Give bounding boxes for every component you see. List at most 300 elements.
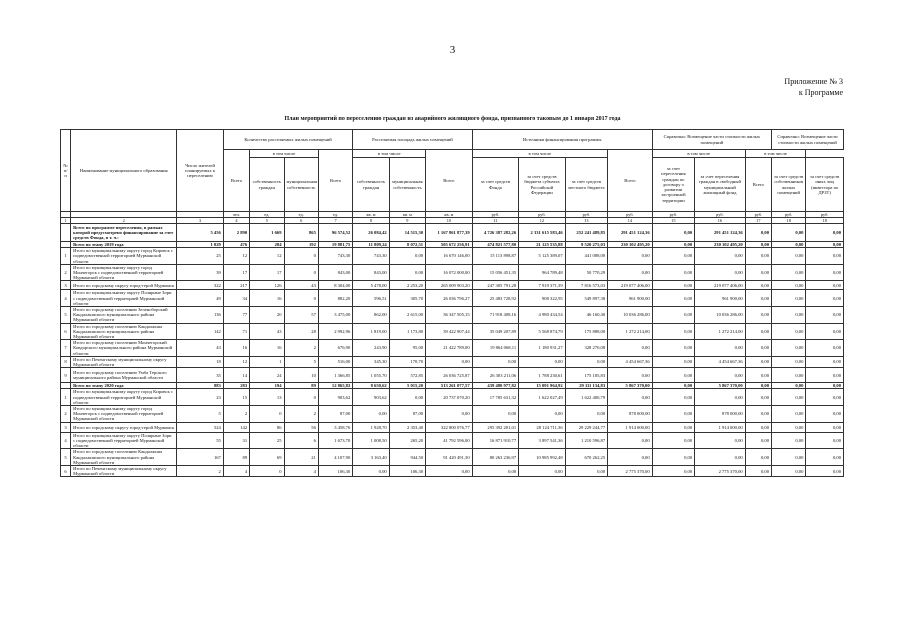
unit-cell: руб.	[695, 212, 746, 218]
row-value: 243,90	[353, 340, 389, 357]
column-number-cell: 15	[652, 218, 694, 224]
row-value: 743,30	[318, 248, 352, 265]
row-value: 89	[284, 383, 318, 389]
row-value: 1 788 230,61	[519, 368, 566, 383]
row-value: 0,00	[652, 389, 694, 406]
row-value: 142	[177, 323, 224, 340]
header-reference-budget: Справочно: Возмещение части стоимости жилых помещений	[652, 130, 771, 150]
row-value: 0,00	[806, 422, 844, 432]
unit-cell: кв. м	[389, 212, 425, 218]
row-value: 903,62	[318, 389, 352, 406]
row-value: 28 124 711,36	[519, 422, 566, 432]
row-index: 9	[61, 368, 71, 383]
row-value: 7 919 371,39	[519, 281, 566, 290]
row-value: 4	[284, 465, 318, 476]
row-value: 25	[250, 432, 284, 449]
row-municipality: Итого по муниципальному округу город Мончегорск с подведомственной территорией Мурманской области	[71, 264, 177, 281]
header-ref-including: в том числе	[652, 150, 745, 158]
row-value: 217	[223, 281, 249, 290]
row-value: 10 036 286,00	[608, 307, 653, 324]
column-number-cell: 5	[250, 218, 284, 224]
row-value: 8 072,51	[389, 242, 425, 248]
row-index: 4	[61, 290, 71, 307]
row-value: 0,00	[608, 389, 653, 406]
row-value: 2	[177, 465, 224, 476]
column-number-cell: 16	[695, 218, 746, 224]
row-value: 2	[284, 406, 318, 423]
table-row	[61, 290, 844, 307]
row-value: 0,00	[695, 432, 746, 449]
row-value: 230 102 495,20	[695, 242, 746, 248]
row-value: 20 737 070,20	[426, 389, 473, 406]
row-value: 2 775 370,00	[695, 465, 746, 476]
row-value: 35	[177, 368, 224, 383]
row-value: 0,00	[695, 368, 746, 383]
row-value: 175 888,00	[565, 323, 607, 340]
table-row	[61, 307, 844, 324]
row-value: 29 229 244,77	[565, 422, 607, 432]
row-value: 56	[284, 422, 318, 432]
table-row	[61, 323, 844, 340]
row-value: 0,00	[806, 356, 844, 367]
row-value: 142	[223, 422, 249, 432]
row-value: 1 029	[177, 242, 224, 248]
header-ref-citizens: за счет средств собственников жилых помещений	[772, 158, 806, 212]
row-value: 4 454 667,36	[695, 356, 746, 367]
row-value: 1 272 214,00	[608, 323, 653, 340]
row-value: 43	[250, 323, 284, 340]
row-value: 0,00	[519, 356, 566, 367]
row-value: 0,00	[389, 264, 425, 281]
row-value: 43	[177, 340, 224, 357]
column-number-cell: 2	[71, 218, 177, 224]
header-premises-area: Расселяемая площадь жилых помещений	[353, 130, 472, 150]
row-value: 0,00	[772, 432, 806, 449]
row-value: 12	[223, 356, 249, 367]
column-number-cell: 9	[389, 218, 425, 224]
row-value: 71	[223, 323, 249, 340]
header-count-municipal: муниципальная собственность	[284, 158, 318, 212]
row-value: 0,00	[745, 248, 771, 265]
row-value: 96 574,52	[318, 224, 352, 242]
table-row	[61, 449, 844, 466]
column-number-cell: 8	[353, 218, 389, 224]
row-value: 39	[177, 264, 224, 281]
row-value: 0,00	[695, 449, 746, 466]
row-value: 46 160,40	[565, 307, 607, 324]
row-value: 0,00	[772, 264, 806, 281]
row-value: 0	[284, 389, 318, 406]
unit-cell: руб.	[472, 212, 519, 218]
row-municipality: Итого по городскому поселению Умба Терского муниципального района Мурманской области	[71, 368, 177, 383]
row-value: 17	[223, 264, 249, 281]
row-value: 23	[177, 389, 224, 406]
row-value: 596,51	[353, 290, 389, 307]
row-value: 882,20	[318, 290, 352, 307]
row-value: 283	[223, 383, 249, 389]
row-value: 4 107,90	[318, 449, 352, 466]
row-index: 1	[61, 248, 71, 265]
row-value: 10	[284, 368, 318, 383]
row-value: 3 163,40	[353, 449, 389, 466]
unit-cell: кв. м	[426, 212, 473, 218]
row-value: 0,00	[695, 264, 746, 281]
row-value: 0,00	[806, 383, 844, 389]
table-row	[61, 356, 844, 367]
row-value: 439 480 977,82	[472, 383, 519, 389]
row-value: 474 821 577,80	[472, 242, 519, 248]
row-value: 49	[177, 290, 224, 307]
row-value: 0,00	[652, 242, 694, 248]
row-value: 219 077 406,00	[608, 281, 653, 290]
header-reference-extra: Справочно: Возмещение части стоимости жилых помещений	[772, 130, 844, 150]
header-count-citizens: собственность граждан	[250, 158, 284, 212]
row-value: 0,00	[745, 389, 771, 406]
row-value: 80 263 236,97	[472, 449, 519, 466]
table-row	[61, 406, 844, 423]
column-number-cell: 4	[223, 218, 249, 224]
row-value: 0,00	[772, 389, 806, 406]
row-value: 0,00	[353, 406, 389, 423]
row-value: 0,00	[695, 248, 746, 265]
unit-cell: кв. м	[353, 212, 389, 218]
row-value: 903,62	[353, 389, 389, 406]
row-value: 0,00	[806, 323, 844, 340]
row-value: 55	[177, 432, 224, 449]
row-value: 0,00	[472, 406, 519, 423]
row-value: 676,90	[318, 340, 352, 357]
row-value: 1 272 214,00	[695, 323, 746, 340]
row-value: 2	[223, 406, 249, 423]
row-value: 0,00	[652, 383, 694, 389]
row-value: 2 775 370,00	[608, 465, 653, 476]
row-municipality: Итого по городскому поселению Зеленоборский Кандалакшского муниципального района Мурманской области	[71, 307, 177, 324]
row-municipality: Всего по этапу 2019 года	[71, 242, 177, 248]
row-index	[61, 224, 71, 242]
row-index: 1	[61, 389, 71, 406]
row-value: 305,70	[389, 290, 425, 307]
row-value: 284	[250, 242, 284, 248]
row-value: 17	[250, 264, 284, 281]
table-total-row	[61, 224, 844, 242]
row-value: 170,70	[389, 356, 425, 367]
row-value: 87,00	[318, 406, 352, 423]
row-value: 1	[250, 356, 284, 367]
row-value: 505 672 256,91	[426, 242, 473, 248]
header-fin-including: в том числе	[472, 150, 608, 158]
header-ref2-including: в том числе	[745, 150, 806, 158]
row-value: 87,00	[389, 406, 425, 423]
row-value: 1 055,70	[353, 368, 389, 383]
column-number-cell: 18	[772, 218, 806, 224]
row-value: 41 792 596,00	[426, 432, 473, 449]
row-value: 5	[284, 356, 318, 367]
table-row	[61, 248, 844, 265]
row-value: 0,00	[652, 323, 694, 340]
row-value: 0,00	[772, 242, 806, 248]
row-value: 17 785 631,32	[472, 389, 519, 406]
unit-cell: руб.	[652, 212, 694, 218]
row-value: 15 091 964,92	[519, 383, 566, 389]
row-value: 549 897,38	[565, 290, 607, 307]
row-value: 16 670 146,00	[426, 248, 473, 265]
row-value: 0,00	[608, 340, 653, 357]
row-value: 16	[250, 340, 284, 357]
row-value: 57	[284, 307, 318, 324]
row-value: 4	[223, 465, 249, 476]
column-number-cell: 13	[565, 218, 607, 224]
row-index: 2	[61, 264, 71, 281]
row-value: 31	[223, 432, 249, 449]
row-value: 175 185,83	[565, 368, 607, 383]
row-value: 908 322,95	[519, 290, 566, 307]
header-no: № п/п	[61, 130, 71, 212]
unit-cell: руб.	[745, 212, 771, 218]
header-count-total: Всего	[223, 150, 249, 212]
row-value: 16 871 910,77	[472, 432, 519, 449]
row-value: 0,00	[772, 281, 806, 290]
header-financing: Источники финансирования программы	[472, 130, 652, 150]
row-value: 16	[223, 340, 249, 357]
table-body	[61, 224, 844, 477]
column-number-cell: 17	[745, 218, 771, 224]
header-count-including: в том числе	[250, 150, 319, 158]
row-municipality: Всего по программе переселения, в рамках которой предусмотрено финансирование за счет средств Фонда, в т. ч.:	[71, 224, 177, 242]
page-number: 3	[449, 44, 456, 56]
row-value: 670 262,25	[565, 449, 607, 466]
row-value: 43	[284, 281, 318, 290]
row-value: 21 125 535,88	[519, 242, 566, 248]
row-municipality: Итого по муниципальному округу город Мончегорск с подведомственной территорией Мурманской области	[71, 406, 177, 423]
row-value: 0,00	[608, 449, 653, 466]
row-value: 322	[177, 281, 224, 290]
row-value: 265 009 903,20	[426, 281, 473, 290]
row-index: 5	[61, 307, 71, 324]
row-value: 7 816 573,03	[565, 281, 607, 290]
row-index: 3	[61, 281, 71, 290]
row-value: 1 914 000,00	[608, 422, 653, 432]
row-value: 34	[223, 290, 249, 307]
row-value: 2 615,00	[389, 307, 425, 324]
row-value: 5 867 370,00	[608, 383, 653, 389]
row-value: 0,00	[806, 224, 844, 242]
row-value: 0,00	[608, 248, 653, 265]
row-value: 0,00	[772, 422, 806, 432]
header-region: за счет средств бюджета субъекта Российской Федерации	[519, 158, 566, 212]
row-value: 0,00	[745, 449, 771, 466]
row-value: 0,00	[806, 290, 844, 307]
unit-cell: руб.	[565, 212, 607, 218]
row-value: 8 650,62	[353, 383, 389, 389]
row-value: 0,00	[652, 224, 694, 242]
row-value: 69	[250, 449, 284, 466]
row-value: 1 210 596,87	[565, 432, 607, 449]
table-row	[61, 389, 844, 406]
row-value: 28	[284, 323, 318, 340]
row-value: 106,30	[318, 465, 352, 476]
row-value: 1 914 000,00	[695, 422, 746, 432]
header-residents: Число жителей планируемых к переселению	[177, 130, 224, 212]
row-value: 29 111 134,83	[565, 383, 607, 389]
row-value: 50 770,29	[565, 264, 607, 281]
row-value: 0,00	[652, 264, 694, 281]
header-ref-total: Всего	[608, 150, 653, 212]
row-value: 1 819,00	[353, 323, 389, 340]
row-value: 0,00	[652, 465, 694, 476]
row-value: 5 478,00	[353, 281, 389, 290]
row-value: 20	[250, 307, 284, 324]
header-fin-total: Всего	[426, 150, 473, 212]
row-value: 0,00	[806, 432, 844, 449]
row-value: 0,00	[745, 368, 771, 383]
row-index: 4	[61, 432, 71, 449]
row-value: 5 456	[177, 224, 224, 242]
row-value: 0,00	[745, 224, 771, 242]
row-municipality: Итого по городскому округу город-герой Мурманск	[71, 422, 177, 432]
header-municipality: Наименование муниципального образования	[71, 130, 177, 212]
row-value: 0,00	[745, 340, 771, 357]
unit-cell: руб.	[772, 212, 806, 218]
table-row	[61, 465, 844, 476]
row-municipality: Всего по этапу 2020 года	[71, 383, 177, 389]
row-value: 878 000,00	[695, 406, 746, 423]
row-value: 24	[250, 368, 284, 383]
row-value: 0	[250, 465, 284, 476]
column-number-cell: 10	[426, 218, 473, 224]
row-value: 0,00	[565, 406, 607, 423]
row-value: 0,00	[806, 248, 844, 265]
row-value: 0,00	[426, 356, 473, 367]
unit-cell: ед.	[284, 212, 318, 218]
row-value: 3 458,76	[318, 422, 352, 432]
row-value: 0,00	[652, 422, 694, 432]
row-value: 0,00	[652, 406, 694, 423]
row-value: 11 809,24	[353, 242, 389, 248]
row-value: 77	[223, 307, 249, 324]
row-value: 71 918 408,16	[472, 307, 519, 324]
row-value: 0,00	[472, 465, 519, 476]
row-value: 192	[284, 242, 318, 248]
row-value: 126	[250, 281, 284, 290]
row-value: 194	[250, 383, 284, 389]
header-contract-funds: за счет переселения граждан по договору о развитии застроенной территории	[652, 158, 694, 212]
row-value: 1 167 861 877,39	[426, 224, 473, 242]
row-value: 0,00	[772, 368, 806, 383]
row-value: 0,00	[772, 465, 806, 476]
row-value: 19 864 068,11	[472, 340, 519, 357]
row-value: 4 454 667,36	[608, 356, 653, 367]
row-value: 843,00	[318, 264, 352, 281]
document-title: План мероприятий по переселению граждан из аварийного жилищного фонда, признанного таковым до 1 января 2017 года	[284, 116, 621, 122]
unit-cell: руб.	[608, 212, 653, 218]
row-index: 6	[61, 323, 71, 340]
header-area-total: Всего	[318, 150, 352, 212]
row-value: 516,00	[318, 356, 352, 367]
header-local: за счет средств местного бюджета	[565, 158, 607, 212]
row-value: 21 422 789,00	[426, 340, 473, 357]
row-value: 91 420 491,30	[426, 449, 473, 466]
row-value: 0,00	[772, 290, 806, 307]
row-value: 441 088,00	[565, 248, 607, 265]
row-value: 1 180 931,27	[519, 340, 566, 357]
row-value: 4 726 387 282,26	[472, 224, 519, 242]
header-ref-other: за счет средств иных лиц (инвестора по ДРЗТ)	[806, 158, 844, 212]
row-value: 0,00	[772, 323, 806, 340]
row-value: 964 789,48	[519, 264, 566, 281]
row-value: 252 241 489,85	[565, 224, 607, 242]
row-municipality: Итого по городскому округу город-герой Мурманск	[71, 281, 177, 290]
row-value: 0,00	[389, 248, 425, 265]
row-value: 0,00	[806, 368, 844, 383]
row-value: 0,00	[806, 307, 844, 324]
row-value: 524	[177, 422, 224, 432]
row-value: 345,30	[353, 356, 389, 367]
row-value: 743,30	[353, 248, 389, 265]
row-value: 4 980 434,54	[519, 307, 566, 324]
table-row	[61, 422, 844, 432]
row-value: 0,00	[806, 406, 844, 423]
row-value: 0	[284, 248, 318, 265]
row-value: 476	[223, 242, 249, 248]
column-number-cell: 3	[177, 218, 224, 224]
row-value: 1 928,70	[353, 422, 389, 432]
row-value: 12	[250, 248, 284, 265]
row-value: 0,00	[745, 242, 771, 248]
header-area-including: в том числе	[353, 150, 426, 158]
row-value: 0	[284, 290, 318, 307]
row-value: 3 897 541,36	[519, 432, 566, 449]
row-value: 5 867 370,00	[695, 383, 746, 389]
row-value: 12 865,82	[318, 383, 352, 389]
row-value: 0,00	[745, 323, 771, 340]
row-index: 5	[61, 449, 71, 466]
row-value: 0,00	[695, 389, 746, 406]
row-value: 883	[177, 383, 224, 389]
row-value: 1 673,70	[318, 432, 352, 449]
row-value: 0,00	[389, 389, 425, 406]
row-value: 0,00	[426, 465, 473, 476]
row-value: 14	[223, 368, 249, 383]
row-value: 5	[177, 406, 224, 423]
row-value: 25 483 728,92	[472, 290, 519, 307]
unit-cell: ед.	[318, 212, 352, 218]
row-value: 0,00	[608, 432, 653, 449]
row-value: 0,00	[472, 356, 519, 367]
row-value: 86	[250, 422, 284, 432]
column-number-cell: 6	[284, 218, 318, 224]
row-value: 0,00	[519, 406, 566, 423]
row-value: 961 900,00	[695, 290, 746, 307]
row-value: 0,00	[806, 264, 844, 281]
row-value: 0,00	[353, 465, 389, 476]
row-value: 219 077 406,00	[695, 281, 746, 290]
row-value: 167	[177, 449, 224, 466]
row-value: 2 890	[223, 224, 249, 242]
row-value: 961 900,00	[608, 290, 653, 307]
header-area-citizens: собственность граждан	[353, 158, 389, 212]
row-value: 15 056 451,35	[472, 264, 519, 281]
row-value: 0,00	[772, 406, 806, 423]
row-value: 19 881,75	[318, 242, 352, 248]
row-value: 0,00	[652, 449, 694, 466]
row-value: 25	[177, 248, 224, 265]
row-value: 95,00	[389, 340, 425, 357]
row-value: 0,00	[695, 340, 746, 357]
table-row	[61, 432, 844, 449]
row-value: 9 520 275,03	[565, 242, 607, 248]
row-value: 18	[177, 356, 224, 367]
row-value: 16	[250, 290, 284, 307]
